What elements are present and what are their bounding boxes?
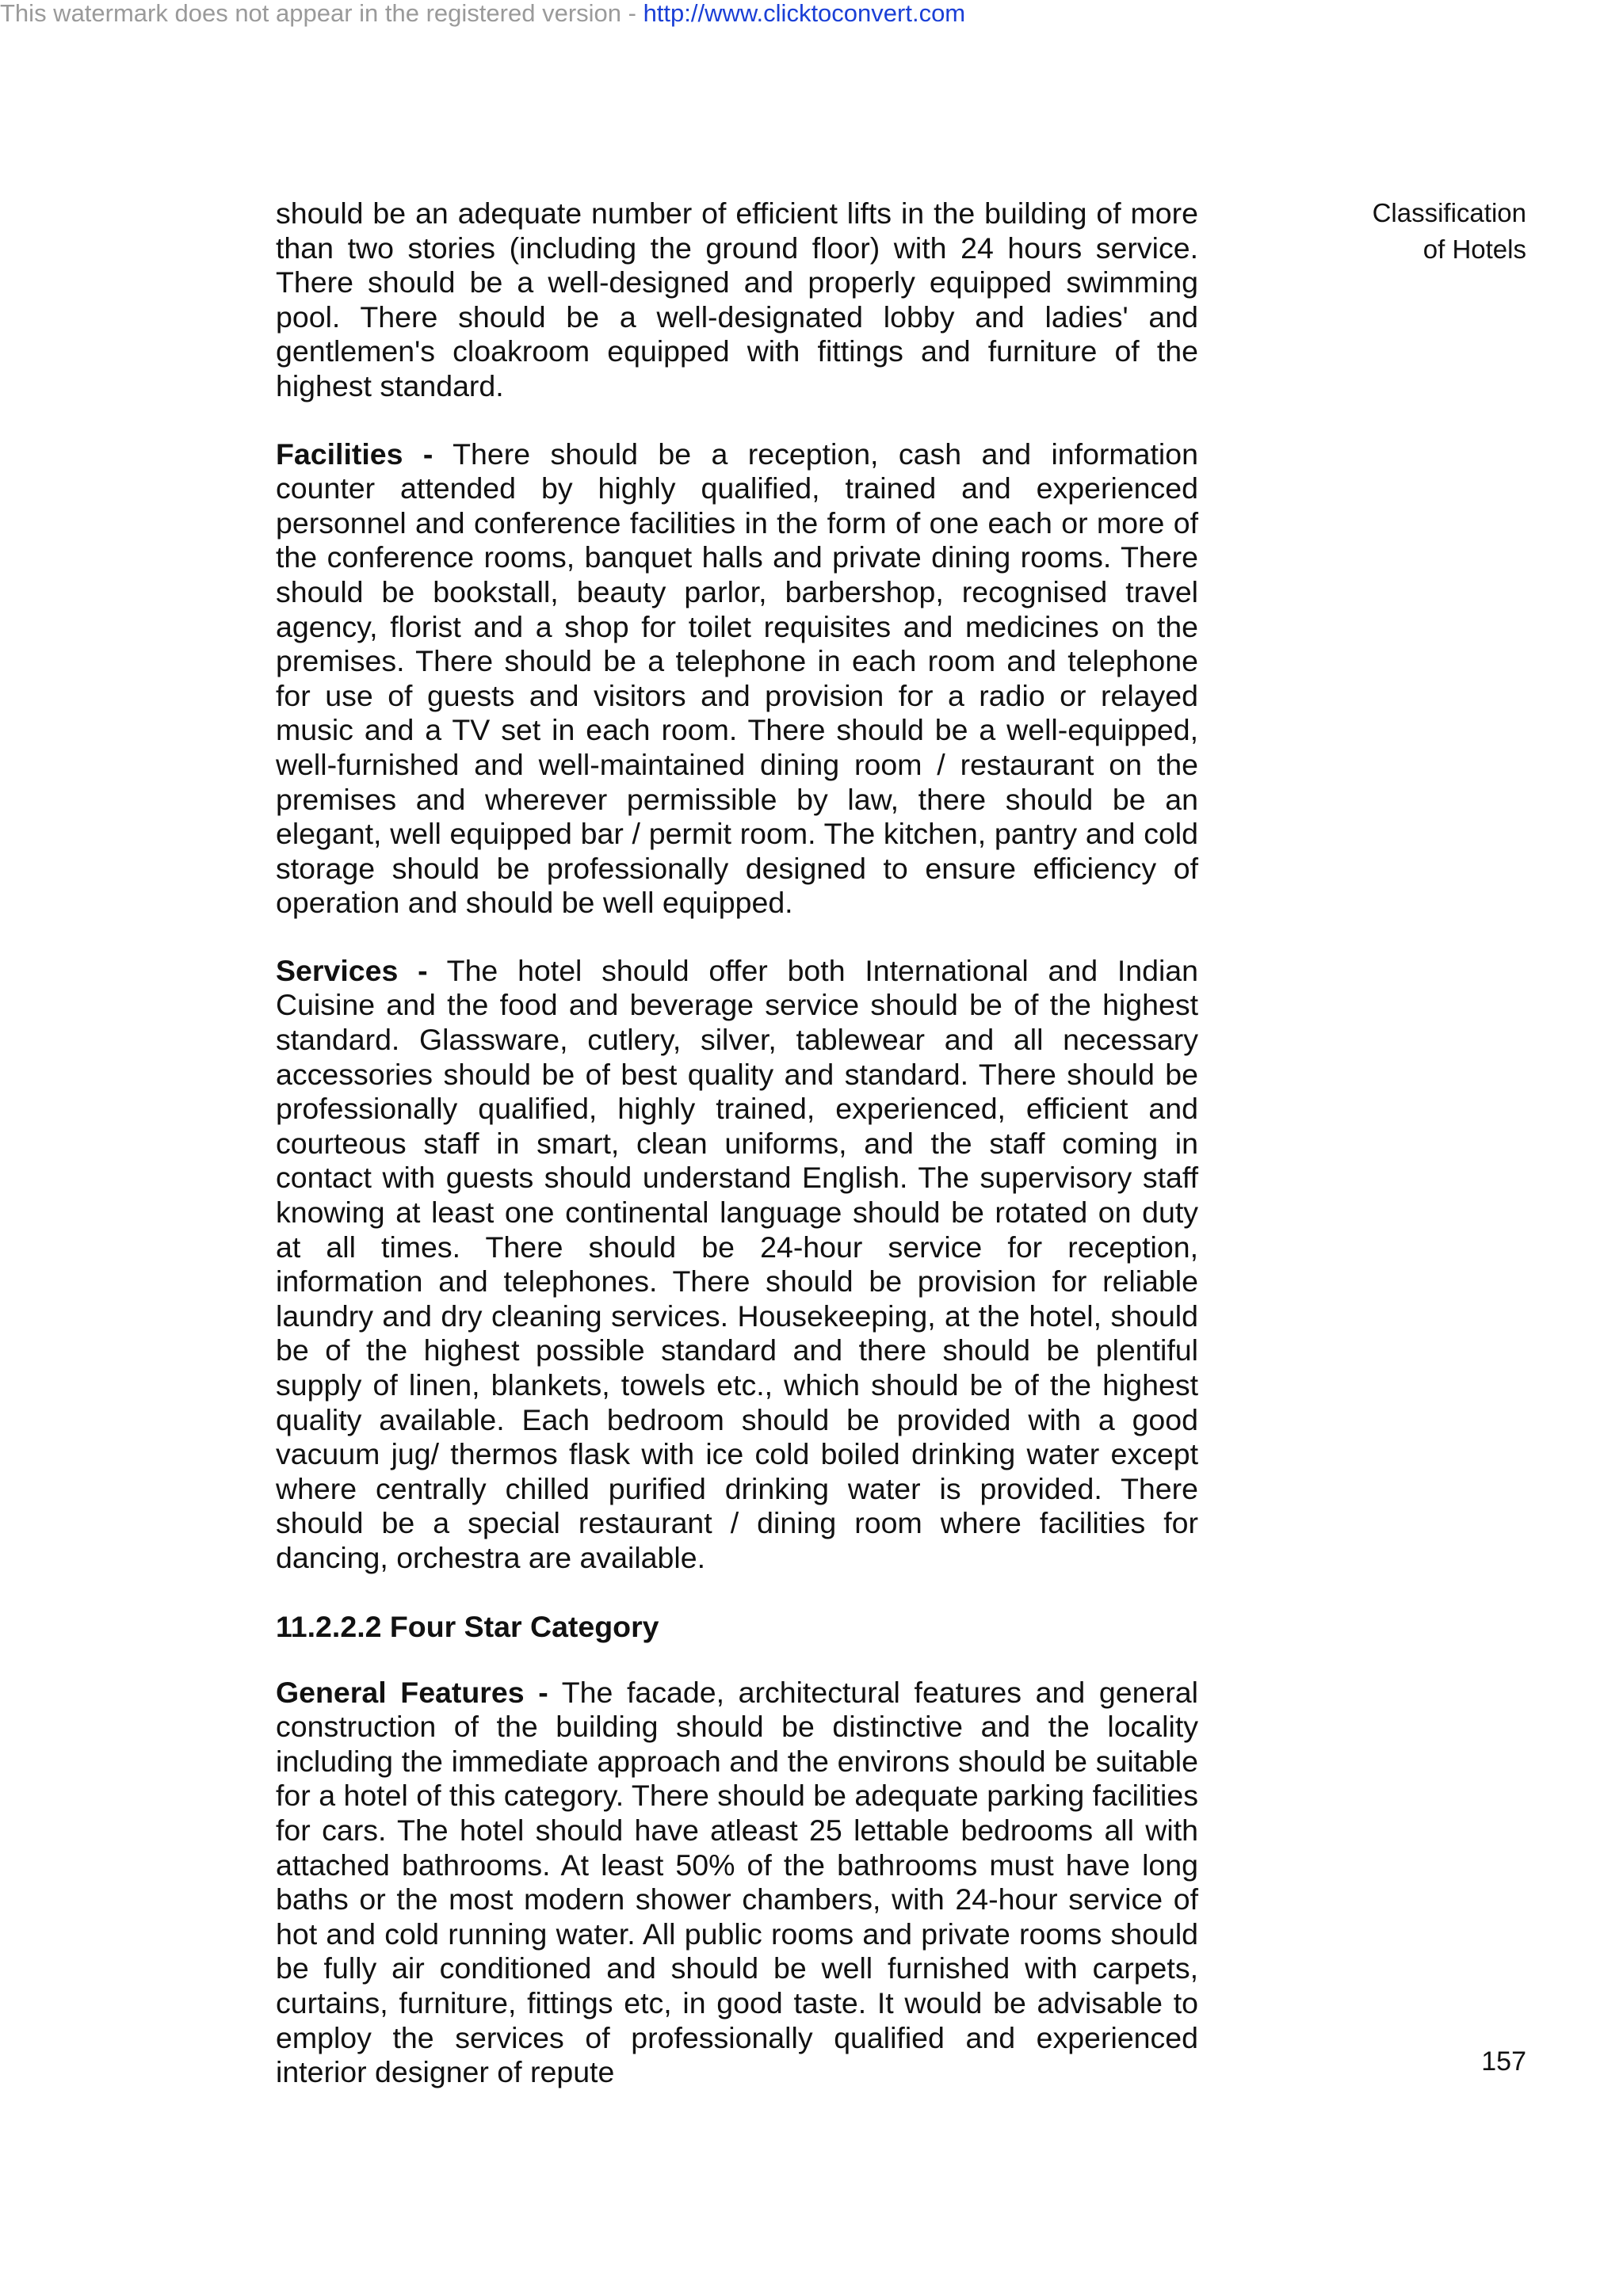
intro-paragraph: should be an adequate number of efficient lifts in the building of more than two stories (including the ground floor) with 24 hours service. There should be a well-designed and properly equipped swimming pool. There should be a well-designated lobby and ladies' and gentlemen's cloakroom equipped with fittings and furniture of the highest standard. (276, 196, 1198, 402)
section-heading: 11.2.2.2 Four Star Category (276, 1609, 659, 1643)
main-text-column (276, 196, 1198, 2123)
watermark-banner (0, 0, 965, 27)
general-features-label: General Features - (276, 1675, 548, 1709)
watermark-link[interactable]: http://www.clicktoconvert.com (643, 0, 966, 27)
margin-section-label (1289, 195, 1526, 268)
page-number: 157 (1481, 2046, 1526, 2077)
facilities-label: Facilities - (276, 437, 433, 471)
general-features-paragraph (276, 1676, 1198, 2090)
services-label: Services - (276, 953, 428, 987)
margin-label-line-1: Classification (1372, 198, 1526, 227)
watermark-text: This watermark does not appear in the registered version - (0, 0, 643, 27)
facilities-text: There should be a reception, cash and information counter attended by highly qualified, trained and experienced personnel and conference facilities in the form of one each or more of the conference rooms, banquet halls and private dining rooms. There should be bookstall, beauty parlor, barbershop, recognised travel agency, florist and a shop for toilet requisites and medicines on the premises. There should be a telephone in each room and telephone for use of guests and visitors and provision for a radio or relayed music and a TV set in each room. There should be a well-equipped, well-furnished and well-maintained dining room / restaurant on the premises and wherever permissible by law, there should be an elegant, well equipped bar / permit room. The kitchen, pantry and cold storage should be professionally designed to ensure efficiency of operation and should be well equipped. (276, 437, 1198, 920)
facilities-paragraph (276, 437, 1198, 921)
services-text: The hotel should offer both International and Indian Cuisine and the food and beverage service should be of the highest standard. Glassware, cutlery, silver, tablewear and all necessary accessories should be of best quality and standard. There should be professionally qualified, highly trained, experienced, efficient and courteous staff in smart, clean uniforms, and the staff coming in contact with guests should understand English. The supervisory staff knowing at least one continental language should be rotated on duty at all times. There should be 24-hour service for reception, information and telephones. There should be provision for reliable laundry and dry cleaning services. Housekeeping, at the hotel, should be of the highest possible standard and there should be plentiful supply of linen, blankets, towels etc., which should be of the highest quality available. Each bedroom should be provided with a good vacuum jug/ thermos flask with ice cold boiled drinking water except where centrally chilled purified drinking water is provided. There should be a special restaurant / dining room where facilities for dancing, orchestra are available. (276, 953, 1199, 1574)
margin-label-line-2: of Hotels (1423, 235, 1526, 264)
general-features-text: The facade, architectural features and general construction of the building should be distinctive and the locality including the immediate approach and the environs should be suitable for a hotel of this category. There should be adequate parking facilities for cars. The hotel should have atleast 25 lettable bedrooms all with attached bathrooms. At least 50% of the bathrooms must have long baths or the most modern shower chambers, with 24-hour service of hot and cold running water. All public rooms and private rooms should be fully air conditioned and should be well furnished with carpets, curtains, furniture, fittings etc, in good taste. It would be advisable to employ the services of professionally qualified and experienced interior designer of repute (276, 1675, 1198, 2089)
services-paragraph (276, 954, 1198, 1576)
